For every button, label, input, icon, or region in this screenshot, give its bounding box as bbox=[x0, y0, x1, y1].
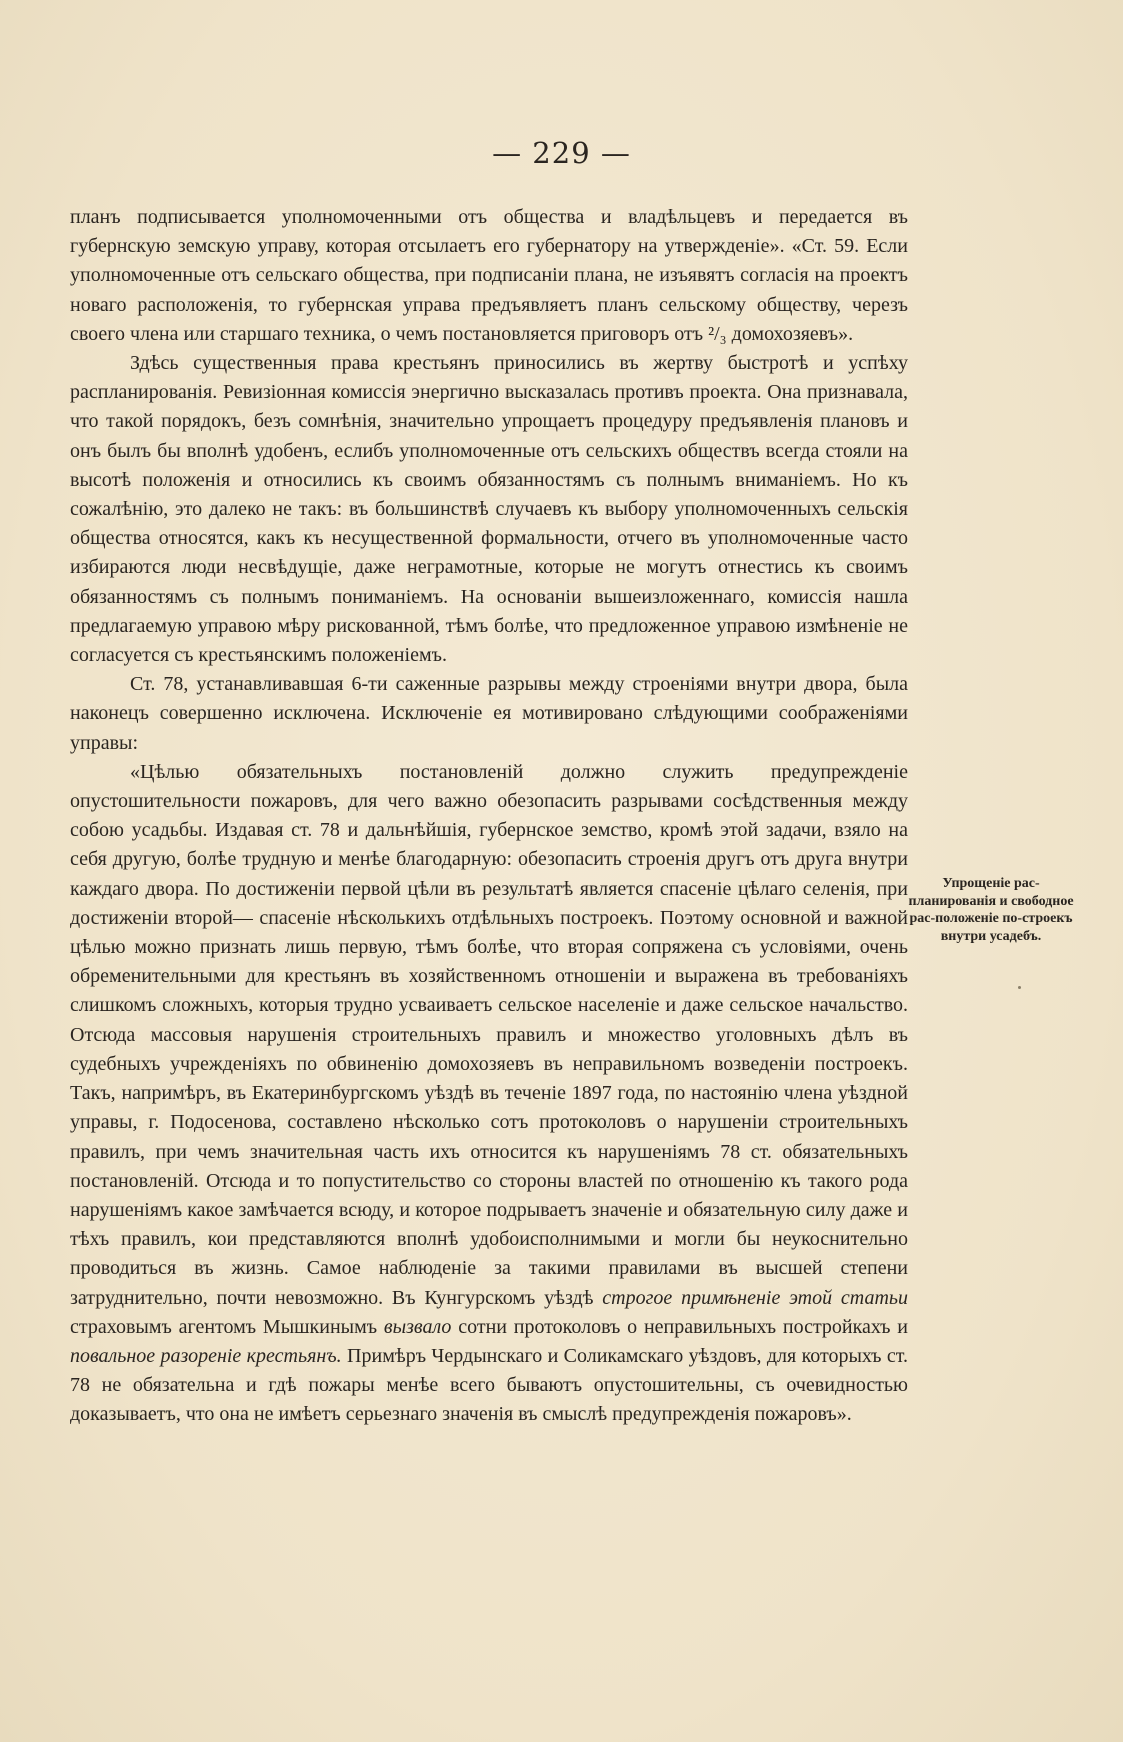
page-number: — 229 — bbox=[492, 136, 631, 170]
margin-note: Упрощеніе рас-планированія и свободное рас-положеніе по-строекъ внутри усадебъ. bbox=[908, 876, 1074, 944]
scan-speck bbox=[1018, 986, 1021, 989]
text-run: Примѣръ Чердынскаго и Соликамскаго уѣздовъ, для которыхъ ст. 78 не обязательна и гдѣ пожары менѣе всего бываютъ опустошительны, съ очевидностью доказываетъ, что она не имѣетъ серьезнаго значенія въ смыслѣ предупрежденія пожаровъ». bbox=[70, 1344, 908, 1426]
text-run: страховымъ агентомъ Мышкинымъ bbox=[70, 1315, 384, 1338]
text-run: планъ подписывается уполномоченными отъ общества и владѣльцевъ и передается въ губернскую земскую управу, которая отсылаетъ его губернатору на утвержденіе». «Ст. 59. Если уполномоченные отъ сельскаго общества, при подписаніи плана, не изъявятъ согласія на проектъ новаго расположенія, то губернская управа предъявляетъ планъ сельскому обществу, черезъ своего члена или старшаго техника, о чемъ постановляется приговоръ отъ ²/₃ домохозяевъ». bbox=[70, 206, 908, 345]
emphasized-text: вызвало bbox=[383, 1315, 452, 1338]
paragraph bbox=[70, 203, 908, 349]
paragraph bbox=[70, 670, 908, 758]
paragraph bbox=[70, 758, 908, 1430]
text-run: Здѣсь существенныя права крестьянъ приносились въ жертву быстротѣ и успѣху распланированія. Ревизіонная комиссія энергично высказалась противъ проекта. Она признавала, что такой порядокъ, безъ сомнѣнія, значительно упрощаетъ процедуру предъявленія плановъ и онъ былъ бы вполнѣ удобенъ, еслибъ уполномоченные отъ сельскихъ обществъ всегда стояли на высотѣ положенія и относились къ своимъ обязанностямъ съ полнымъ вниманіемъ. Но къ сожалѣнію, это далеко не такъ: въ большинствѣ случаевъ къ выбору уполномоченныхъ сельскія общества относятся, какъ къ несущественной формальности, отчего въ уполномоченные часто избираются люди несвѣдущіе, даже неграмотные, которые не могутъ отнестись къ своимъ обязанностямъ съ полнымъ пониманіемъ. На основаніи вышеизложеннаго, комиссія нашла предлагаемую управою мѣру рискованной, тѣмъ болѣе, что предложенное управою измѣненіе не согласуется съ крестьянскимъ положеніемъ. bbox=[70, 352, 908, 667]
paragraph bbox=[70, 349, 908, 670]
text-run: «Цѣлью обязательныхъ постановленій должно служить предупрежденіе опустошительности пожаровъ, для чего важно обезопасить разрывами сосѣдственныя между собою усадьбы. Издавая ст. 78 и дальнѣйшія, губернское земство, кромѣ этой задачи, взяло на себя другую, болѣе трудную и менѣе благодарную: обезопасить строенія другъ отъ друга внутри каждаго двора. По достиженіи первой цѣли въ результатѣ является спасеніе цѣлаго селенія, при достиженіи второй— спасеніе нѣсколькихъ отдѣльныхъ построекъ. Поэтому основной и важной цѣлью можно признать лишь первую, тѣмъ болѣе, что вторая сопряжена съ условіями, очень обременительными для крестьянъ въ хозяйственномъ отношеніи и выражена въ требованіяхъ слишкомъ сложныхъ, которыя трудно усваиваетъ сельское населеніе и даже сельское начальство. Отсюда массовыя нарушенія строительныхъ правилъ и множество уголовныхъ дѣлъ въ судебныхъ учрежденіяхъ по обвиненію домохозяевъ въ неправильномъ возведеніи построекъ. Такъ, напримѣръ, въ Екатеринбургскомъ уѣздѣ въ теченіе 1897 года, по настоянію члена уѣздной управы, г. Подосенова, составлено нѣсколько сотъ протоколовъ о нарушеніи строительныхъ правилъ, при чемъ значительная часть ихъ относится къ нарушеніямъ 78 ст. обязательныхъ постановленій. Отсюда и то попустительство со стороны властей по отношенію къ такого рода нарушеніямъ какое замѣчается всюду, и которое подрываетъ значеніе и обязательную силу даже и тѣхъ правилъ, кои представляются вполнѣ удобоисполнимыми и могли бы неукоснительно проводиться въ жизнь. Самое наблюденіе за такими правилами въ высшей степени затруднительно, почти невозможно. Въ Кунгурскомъ уѣздѣ bbox=[70, 760, 908, 1309]
main-text bbox=[70, 203, 908, 1430]
emphasized-text: строгое примѣненіе этой статьи bbox=[602, 1286, 908, 1309]
text-run: сотни протоколовъ о неправильныхъ постройкахъ и bbox=[451, 1315, 908, 1338]
text-run: Ст. 78, устанавливавшая 6-ти саженные разрывы между строеніями внутри двора, была наконецъ совершенно исключена. Исключеніе ея мотивировано слѣдующими соображеніями управы: bbox=[70, 673, 908, 754]
emphasized-text: повальное разореніе крестьянъ. bbox=[70, 1344, 342, 1367]
